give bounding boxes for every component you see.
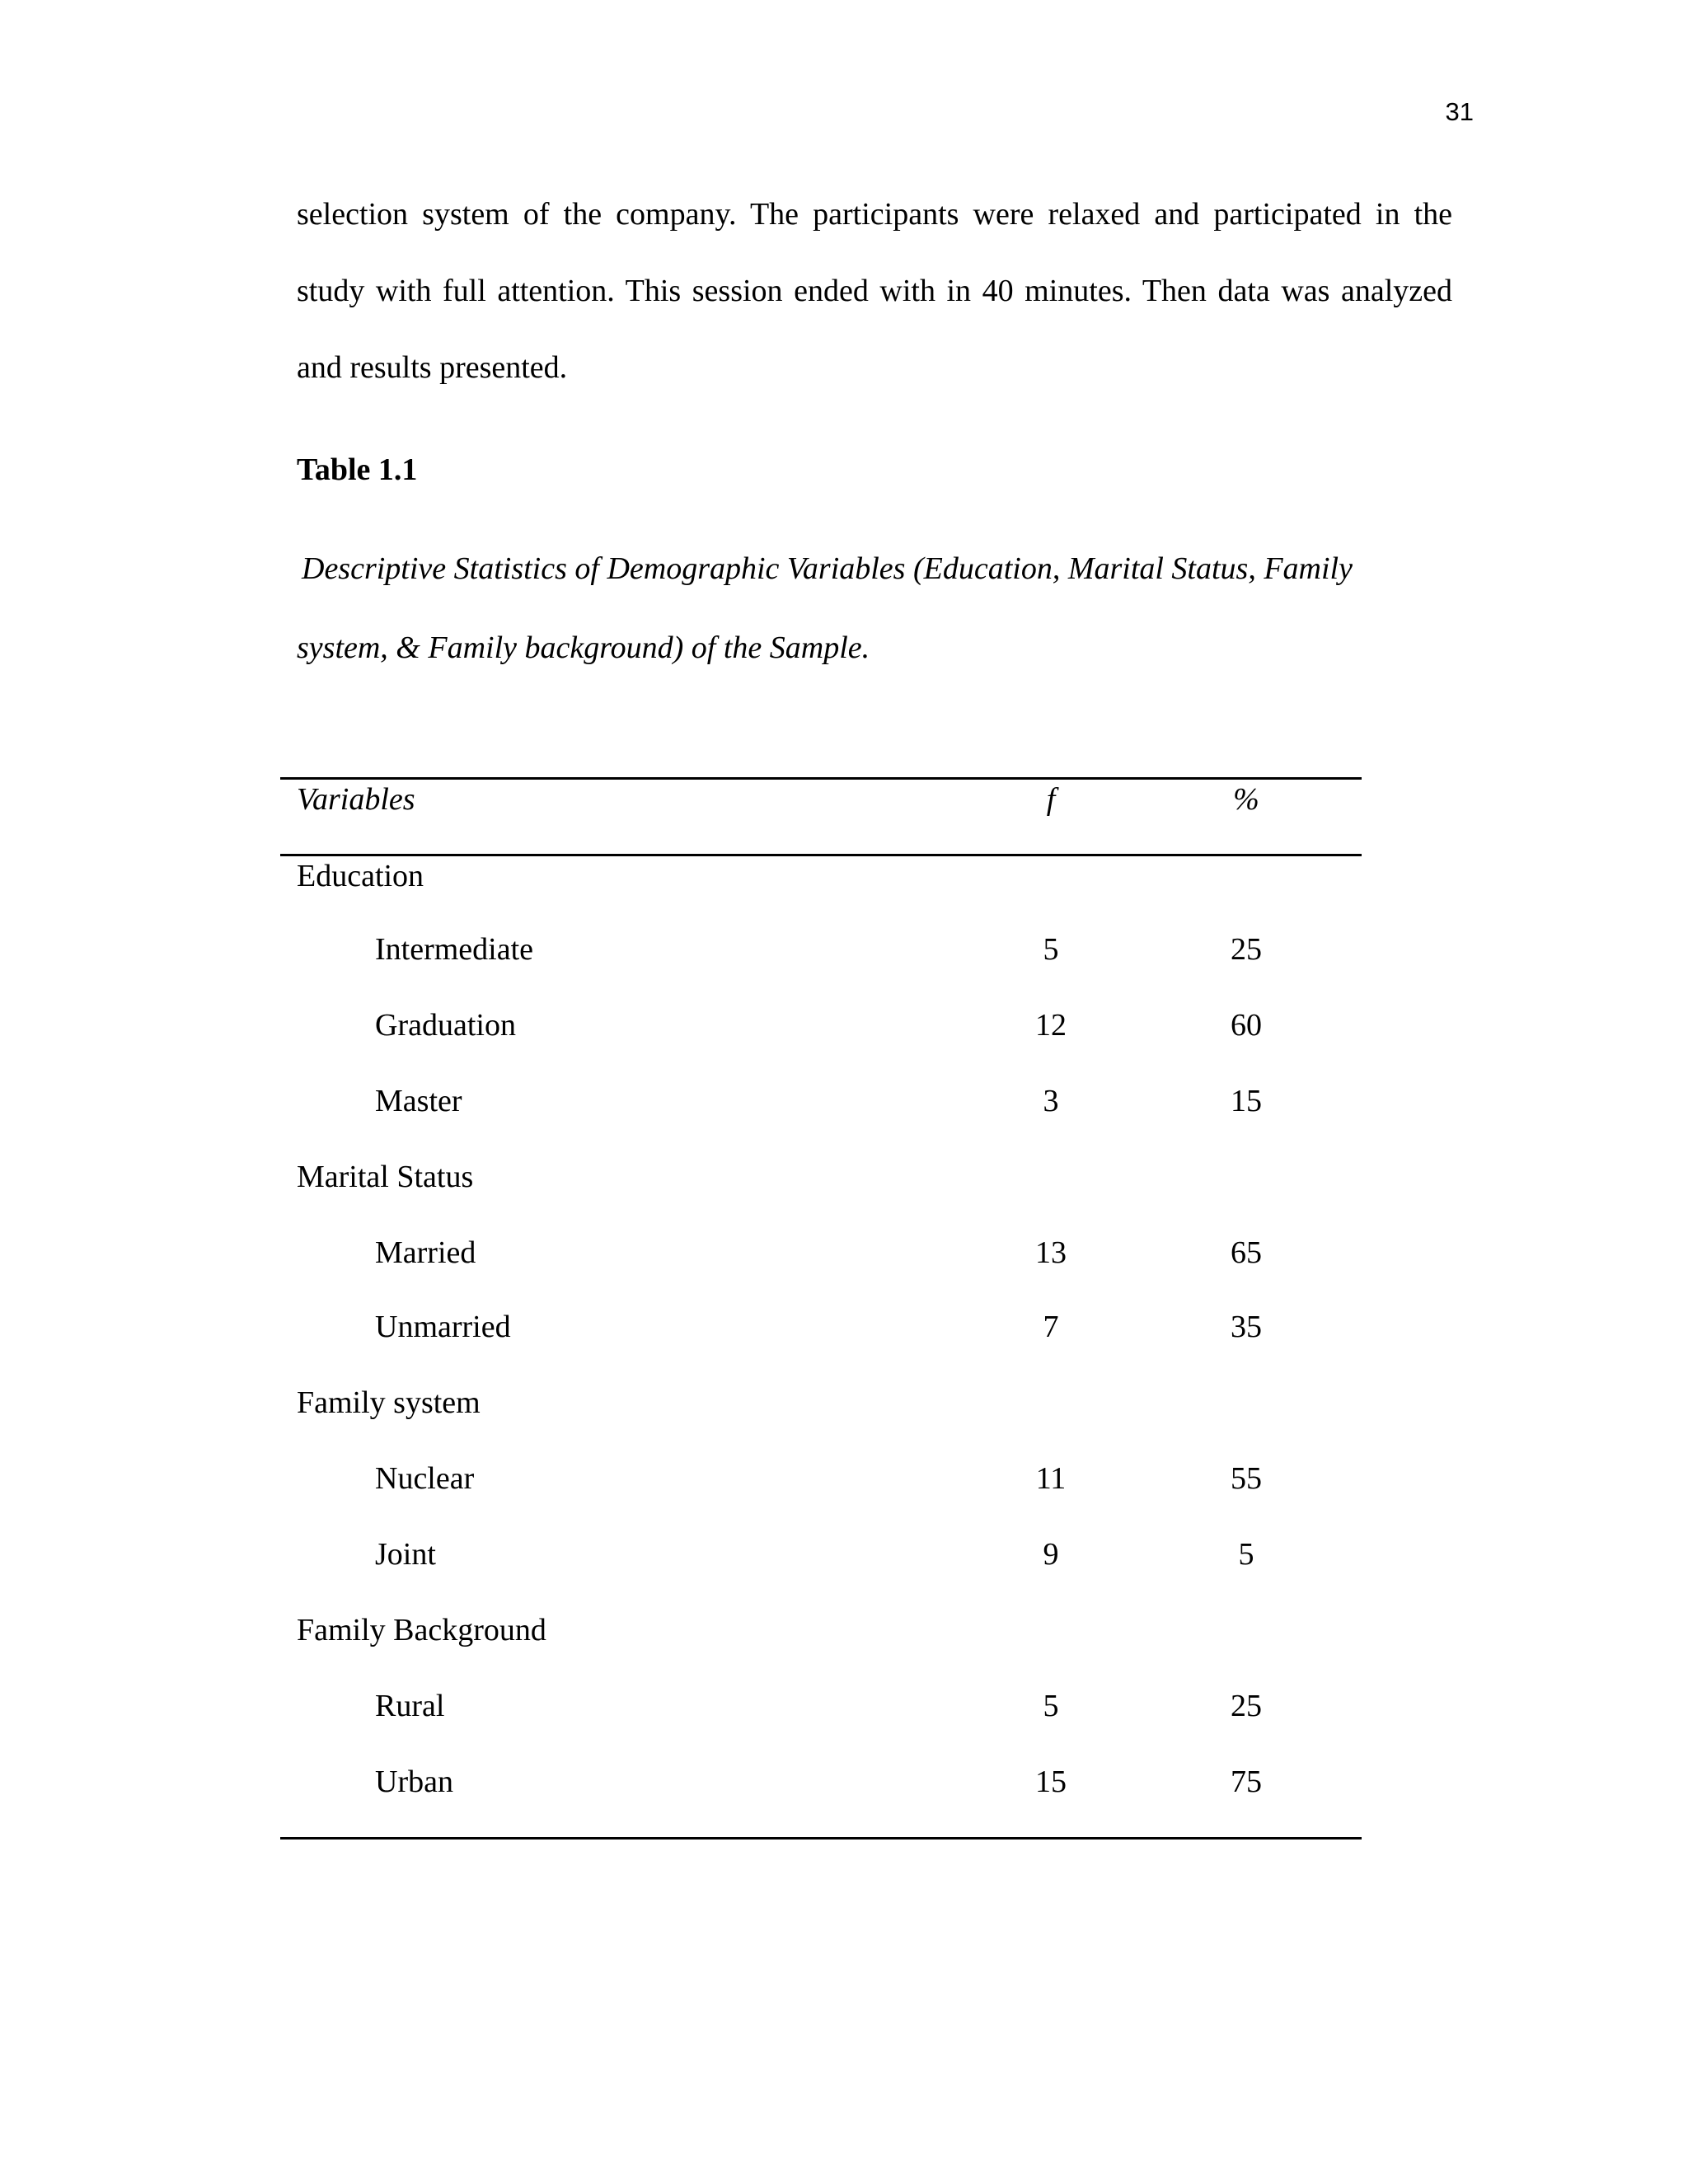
row-label: Graduation: [375, 1008, 516, 1043]
row-f-value: 11: [1035, 1461, 1067, 1496]
paragraph-line: selection system of the company. The participants were relaxed and participated in the: [297, 197, 1452, 232]
row-f-value: 7: [1043, 1310, 1059, 1344]
table-top-rule: [280, 777, 1362, 780]
row-percent-value: 5: [1238, 1537, 1254, 1572]
table-label: Table 1.1: [297, 452, 418, 487]
row-percent-value: 60: [1231, 1008, 1262, 1043]
header-percent: %: [1233, 782, 1259, 817]
header-variables: Variables: [297, 782, 415, 817]
row-label: Urban: [375, 1765, 453, 1799]
caption-line: Descriptive Statistics of Demographic Variables (Education, Marital Status, Family: [302, 551, 1353, 586]
row-label: Nuclear: [375, 1461, 475, 1496]
row-f-value: 5: [1043, 932, 1059, 967]
table-group-label: Family Background: [297, 1613, 546, 1647]
row-percent-value: 25: [1231, 1689, 1262, 1723]
table-bottom-rule: [280, 1837, 1362, 1840]
row-percent-value: 25: [1231, 932, 1262, 967]
row-label: Joint: [375, 1537, 436, 1572]
row-label: Intermediate: [375, 932, 534, 967]
table-group-label: Marital Status: [297, 1160, 474, 1194]
row-percent-value: 35: [1231, 1310, 1262, 1344]
row-percent-value: 55: [1231, 1461, 1262, 1496]
row-percent-value: 75: [1231, 1765, 1262, 1799]
row-f-value: 3: [1043, 1084, 1059, 1118]
row-percent-value: 15: [1231, 1084, 1262, 1118]
row-f-value: 9: [1043, 1537, 1059, 1572]
row-f-value: 12: [1035, 1008, 1067, 1043]
row-label: Rural: [375, 1689, 445, 1723]
row-label: Married: [375, 1235, 476, 1270]
row-f-value: 13: [1035, 1235, 1067, 1270]
row-label: Unmarried: [375, 1310, 511, 1344]
row-f-value: 5: [1043, 1689, 1059, 1723]
table-group-label: Family system: [297, 1385, 481, 1420]
table-header-rule: [280, 854, 1362, 856]
row-percent-value: 65: [1231, 1235, 1262, 1270]
caption-line: system, & Family background) of the Sample.: [297, 630, 870, 665]
table-group-label: Education: [297, 859, 424, 893]
paragraph-line: and results presented.: [297, 350, 568, 385]
row-f-value: 15: [1035, 1765, 1067, 1799]
page-number: 31: [1445, 97, 1474, 126]
paragraph-line: study with full attention. This session ended with in 40 minutes. Then data was analyzed: [297, 274, 1452, 308]
row-label: Master: [375, 1084, 462, 1118]
header-f: f: [1046, 782, 1056, 817]
